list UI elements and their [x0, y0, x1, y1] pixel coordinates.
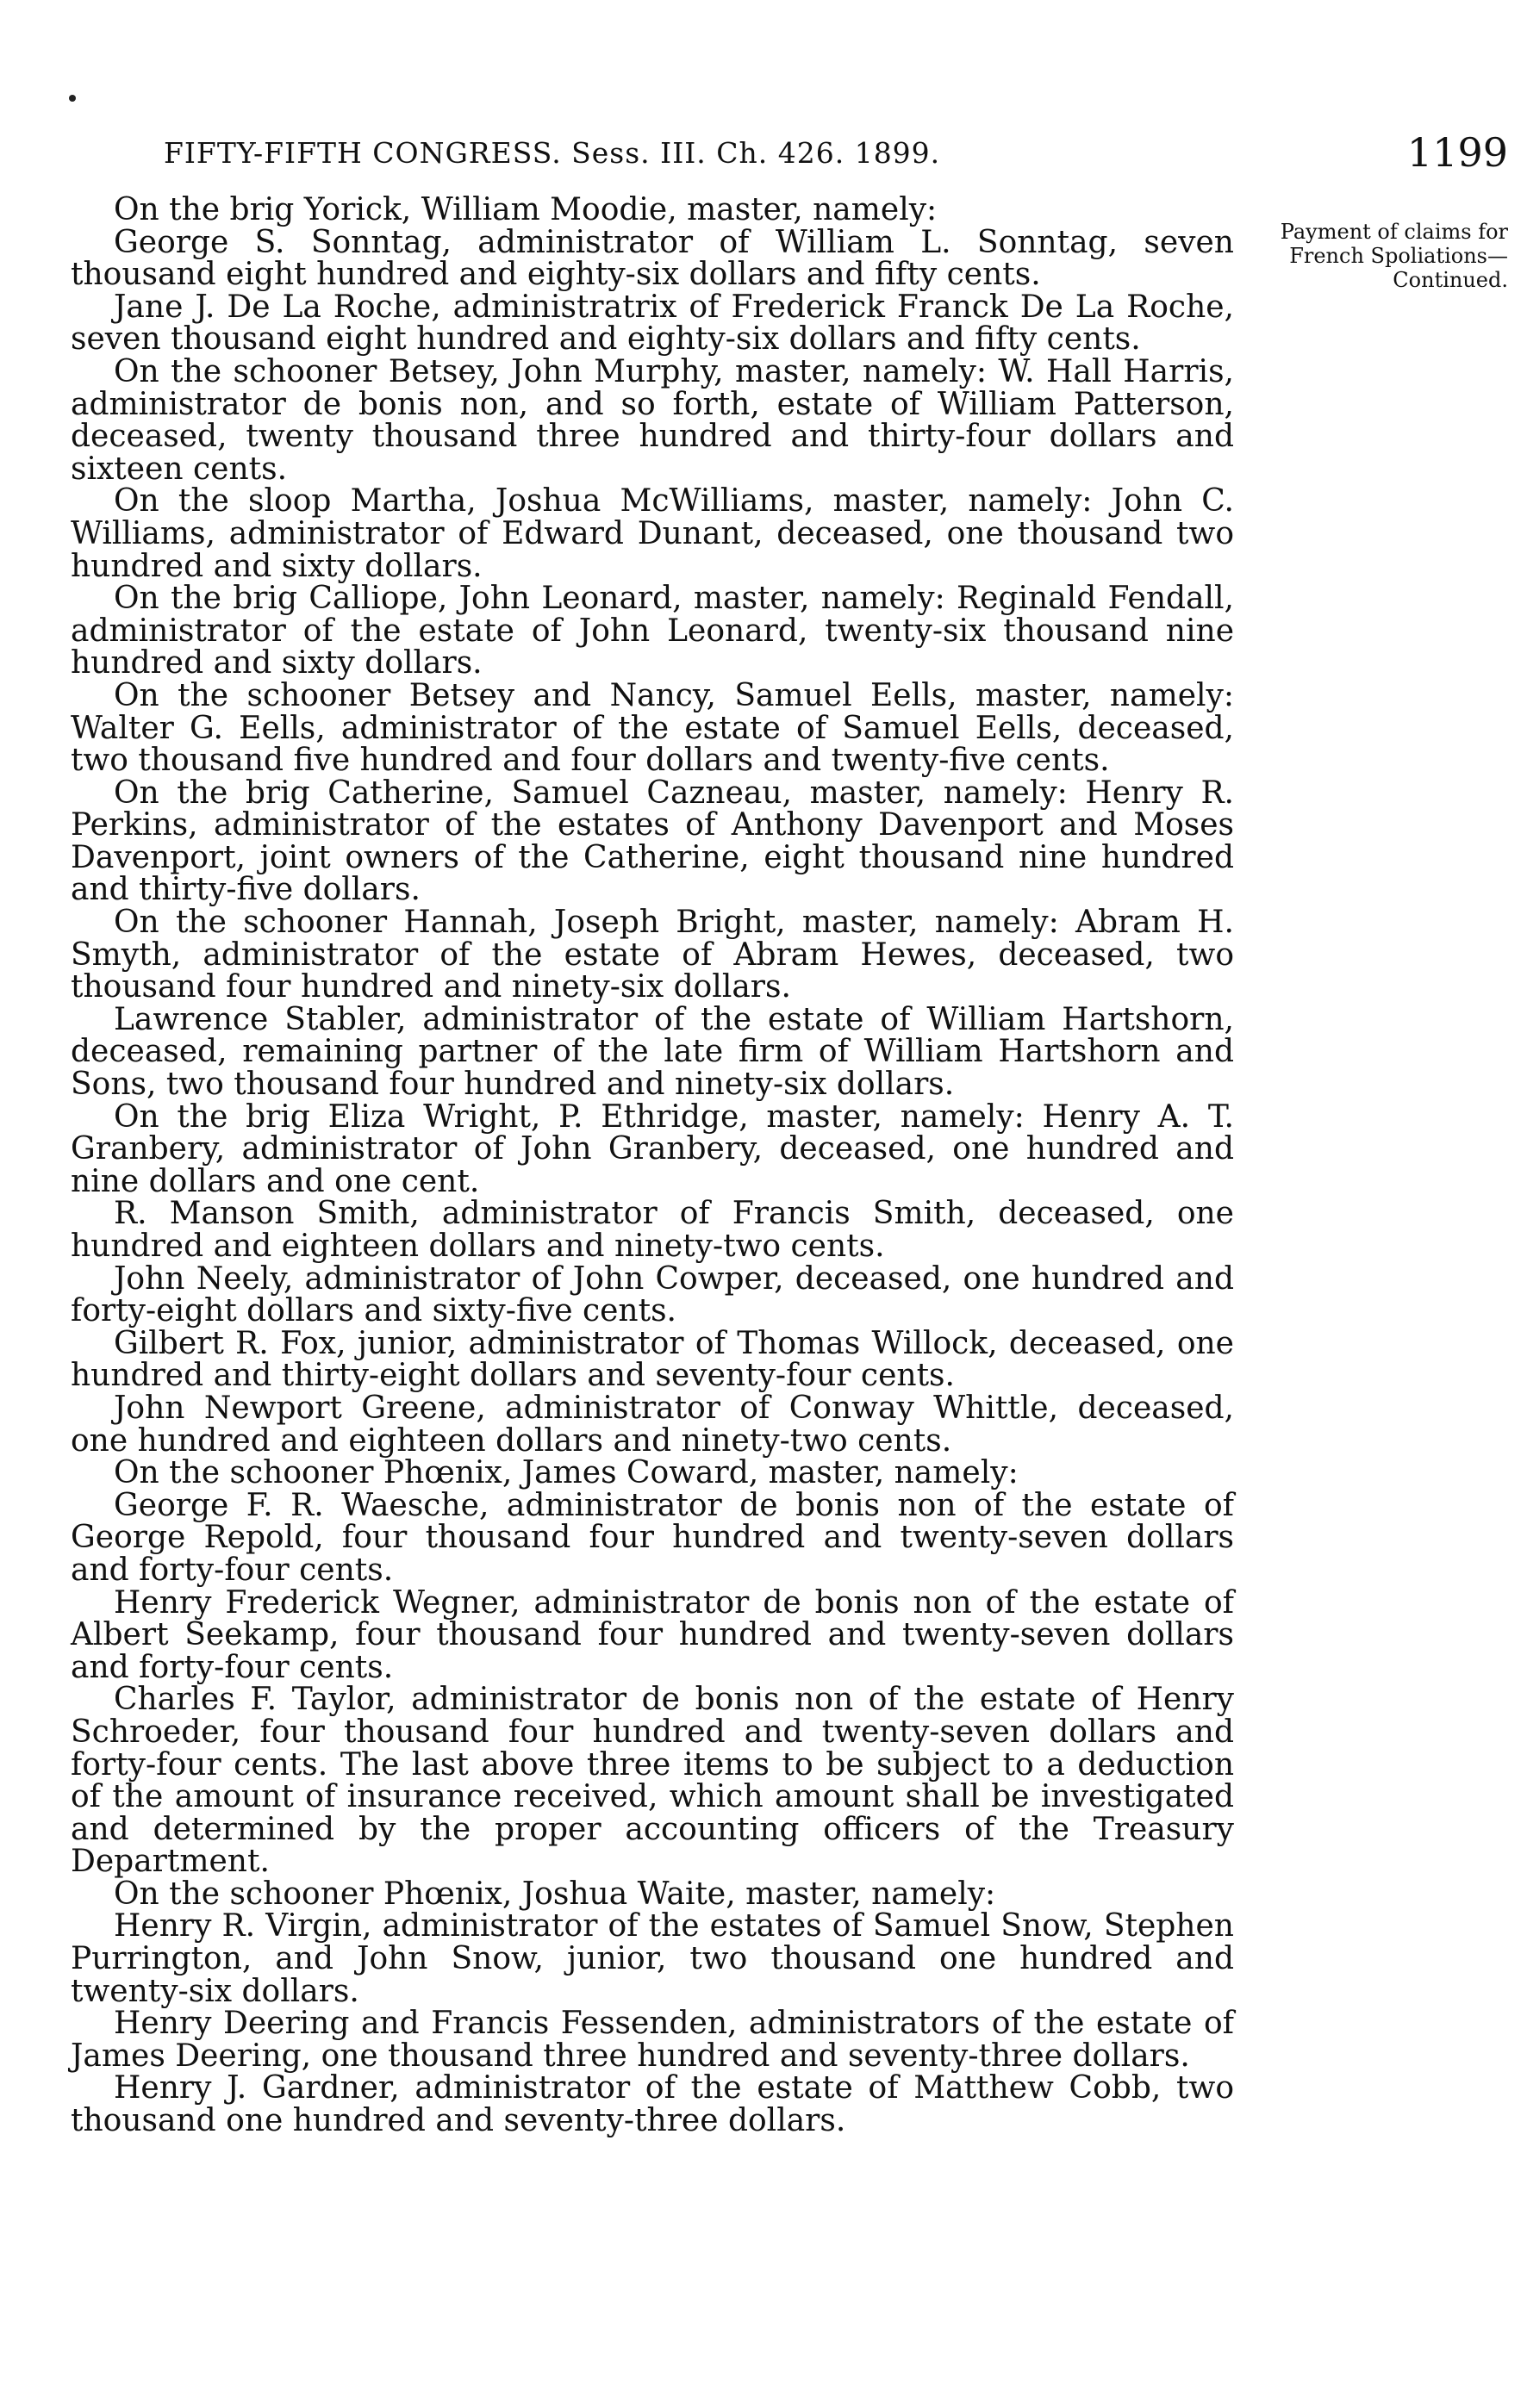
- paragraph: On the sloop Martha, Joshua McWilliams, master, namely: John C. Williams, administrator of Edward Dunant, deceased, one thousand two hundred and sixty dollars.: [71, 483, 1234, 584]
- paragraph: On the brig Catherine, Samuel Cazneau, master, namely: Henry R. Perkins, administrator of the estates of Anthony Davenport and Moses Davenport, joint owners of the Catherine, eight thousand nine hundred and thirty-five dollars.: [71, 775, 1234, 908]
- page-number: 1199: [1406, 129, 1508, 176]
- paragraph: On the schooner Betsey and Nancy, Samuel Eells, master, namely: Walter G. Eells, administrator of the estate of Samuel Eells, deceased, two thousand five hundred and four dollars and twenty-five cents.: [71, 677, 1234, 779]
- paragraph: George S. Sonntag, administrator of William L. Sonntag, seven thousand eight hundred and eighty-six dollars and fifty cents.: [71, 224, 1234, 293]
- stray-dot-mark: [69, 95, 76, 102]
- margin-note: Payment of claims for French Spoliations—Continued.: [1280, 220, 1508, 292]
- body-text: [71, 194, 1234, 2137]
- paragraph: On the schooner Phœnix, Joshua Waite, master, namely:: [114, 1876, 996, 1912]
- paragraph: On the schooner Phœnix, James Coward, master, namely:: [114, 1455, 1019, 1491]
- paragraph: On the brig Yorick, William Moodie, master, namely:: [114, 192, 938, 227]
- paragraph: Henry Deering and Francis Fessenden, administrators of the estate of James Deering, one thousand three hundred and seventy-three dollars.: [71, 2006, 1234, 2074]
- paragraph: On the brig Eliza Wright, P. Ethridge, master, namely: Henry A. T. Granbery, administrator of John Granbery, deceased, one hundred and nine dollars and one cent.: [71, 1098, 1234, 1199]
- paragraph: George F. R. Waesche, administrator de bonis non of the estate of George Repold, four thousand four hundred and twenty-seven dollars and forty-four cents.: [71, 1487, 1234, 1588]
- paragraph: Lawrence Stabler, administrator of the estate of William Hartshorn, deceased, remaining partner of the late firm of William Hartshorn and Sons, two thousand four hundred and ninety-six dollars.: [71, 1001, 1234, 1103]
- paragraph: John Neely, administrator of John Cowper, deceased, one hundred and forty-eight dollars and sixty-five cents.: [71, 1260, 1234, 1329]
- paragraph: On the brig Calliope, John Leonard, master, namely: Reginald Fendall, administrator of the estate of John Leonard, twenty-six thousand nine hundred and sixty dollars.: [71, 581, 1234, 681]
- page-header: [164, 129, 1508, 181]
- paragraph: John Newport Greene, administrator of Conway Whittle, deceased, one hundred and eighteen dollars and ninety-two cents.: [71, 1390, 1234, 1459]
- paragraph: On the schooner Hannah, Joseph Bright, master, namely: Abram H. Smyth, administrator of the estate of Abram Hewes, deceased, two thousand four hundred and ninety-six dollars.: [71, 905, 1234, 1005]
- paragraph: Gilbert R. Fox, junior, administrator of Thomas Willock, deceased, one hundred and thirty-eight dollars and seventy-four cents.: [71, 1325, 1234, 1394]
- running-head: FIFTY-FIFTH CONGRESS. Sess. III. Ch. 426. 1899.: [164, 136, 941, 170]
- paragraph: Henry J. Gardner, administrator of the estate of Matthew Cobb, two thousand one hundred and seventy-three dollars.: [71, 2070, 1234, 2139]
- paragraph: Henry Frederick Wegner, administrator de bonis non of the estate of Albert Seekamp, four thousand four hundred and twenty-seven dollars and forty-four cents.: [71, 1584, 1234, 1685]
- paragraph: On the schooner Betsey, John Murphy, master, namely: W. Hall Harris, administrator de bonis non, and so forth, estate of William Patterson, deceased, twenty thousand three hundred and thirty-four dollars and sixteen cents.: [71, 353, 1234, 487]
- paragraph: Jane J. De La Roche, administratrix of Frederick Franck De La Roche, seven thousand eight hundred and eighty-six dollars and fifty cents.: [71, 289, 1234, 358]
- paragraph: Henry R. Virgin, administrator of the estates of Samuel Snow, Stephen Purrington, and John Snow, junior, two thousand one hundred and twenty-six dollars.: [71, 1908, 1234, 2009]
- paragraph: Charles F. Taylor, administrator de bonis non of the estate of Henry Schroeder, four thousand four hundred and twenty-seven dollars and forty-four cents. The last above three items to be subject to a deduction of the amount of insurance received, which amount shall be investigated and determined by the proper accounting officers of the Treasury Department.: [71, 1682, 1234, 1880]
- paragraph: R. Manson Smith, administrator of Francis Smith, deceased, one hundred and eighteen dollars and ninety-two cents.: [71, 1196, 1234, 1264]
